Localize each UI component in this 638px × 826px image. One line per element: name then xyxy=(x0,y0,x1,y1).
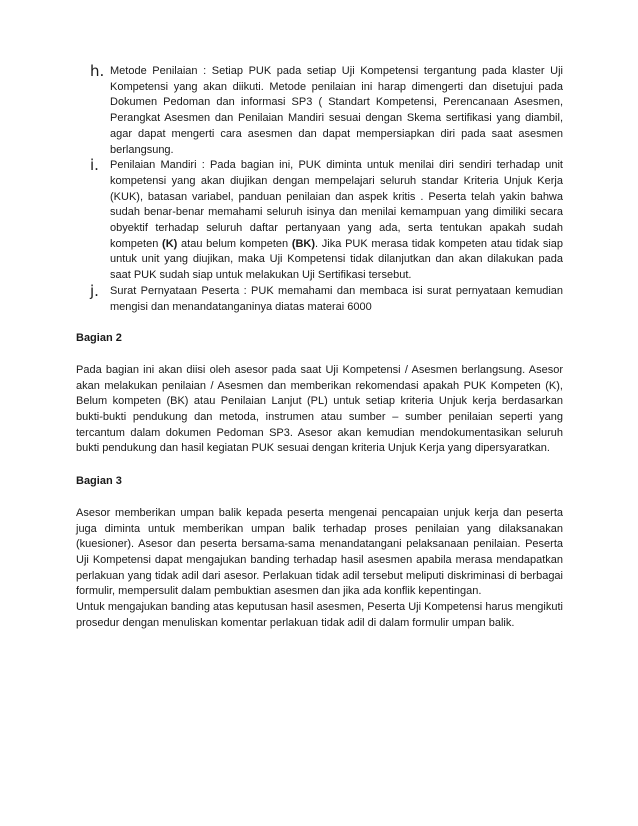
document-body xyxy=(76,64,563,632)
bold-bk: (BK) xyxy=(291,237,316,250)
section-heading-bagian-2: Bagian 2 xyxy=(76,332,122,345)
list-marker-h: h. xyxy=(90,62,105,80)
list-text-h: Metode Penilaian : Setiap PUK pada setiap Uji Kompetensi tergantung pada klaster Uji Kompetensi yang akan diikuti. Metode penilaian ini harap dimengerti dan disetujui pada Dokumen Pedoman dan informasi SP3 ( Standart Kompetensi, Perencanaan Asesmen, Perangkat Asesmen dan Penilaian Mandiri sesuai dengan Skema sertifikasi yang diambil, agar dapat mengerti cara asesmen dan dapat mempersiapkan diri pada saat asesmen berlangsung. xyxy=(110,65,563,156)
list-text-i-part2: atau belum kompeten xyxy=(177,237,292,250)
list-item-i xyxy=(76,158,563,284)
list-item-h xyxy=(76,64,563,158)
bagian-2-paragraph: Pada bagian ini akan diisi oleh asesor pada saat Uji Kompetensi / Asesmen berlangsung. Asesor akan melakukan penilaian / Asesmen dan memberikan rekomendasi apakah PUK Kompeten (K), Belum kompeten (BK) atau Penilaian Lanjut (PL) untuk setiap kriteria Unjuk kerja berdasarkan bukti-bukti pendukung dan metoda, instrumen atau sumber – sumber penilaian seperti yang tercantum dalam dokumen Pedoman SP3. Asesor akan kemudian mendokumentasikan seluruh bukti pendukung dan hasil kegiatan PUK sesuai dengan kriteria Unjuk Kerja yang dipersyaratkan. xyxy=(76,363,563,455)
section-heading-bagian-3: Bagian 3 xyxy=(76,475,122,488)
bagian-3-paragraph-1: Asesor memberikan umpan balik kepada peserta mengenai pencapaian unjuk kerja dan peserta juga diminta untuk memberikan umpan balik terhadap proses penilaian yang dilaksanakan (kuesioner). Asesor dan peserta bersama-sama menandatangani pelaksanaan penilaian. Peserta Uji Kompetensi dapat mengajukan banding terhadap hasil asesmen apabila merasa mendapatkan perlakuan yang tidak adil dari asesor. Perlakuan tidak adil tersebut meliputi diskriminasi di berbagai formulir, mempersulit dalam pembuktian asesmen dan jika ada konflik kepentingan. xyxy=(76,506,563,598)
list-text-j: Surat Pernyataan Peserta : PUK memahami dan membaca isi surat pernyataan kemudian mengisi dan menandatanganinya diatas materai 6000 xyxy=(110,284,563,313)
list-marker-i: i. xyxy=(90,156,99,175)
list-item-j xyxy=(76,281,563,315)
list-text-i-part1: Penilaian Mandiri : Pada bagian ini, PUK diminta untuk menilai diri sendiri terhadap unit kompetensi yang akan diujikan dengan mempelajari seluruh standar Kriteria Unjuk Kerja (KUK), batasan variabel, panduan penilaian dan aspek kritis . Peserta telah yakin bahwa sudah benar-benar memahami seluruh isinya dan menilai kemampuan yang dimiliki secara obyektif terhadap seluruh daftar pertanyaan yang ada, serta tentukan apakah sudah kompeten xyxy=(110,159,563,250)
list-marker-j: j. xyxy=(90,281,99,300)
bagian-3-paragraph-2: Untuk mengajukan banding atas keputusan hasil asesmen, Peserta Uji Kompetensi harus mengikuti prosedur dengan menuliskan komentar perlakuan tidak adil di dalam formulir umpan balik. xyxy=(76,601,563,629)
bold-k: (K) xyxy=(162,237,178,250)
list-text-i-part3: . Jika PUK merasa tidak kompeten atau tidak siap untuk unit yang diujikan, maka Uji Kompetensi tidak dilanjutkan dan akan dilakukan pada saat PUK sudah siap untuk melakukan Uji Sertifikasi tersebut. xyxy=(110,237,563,282)
